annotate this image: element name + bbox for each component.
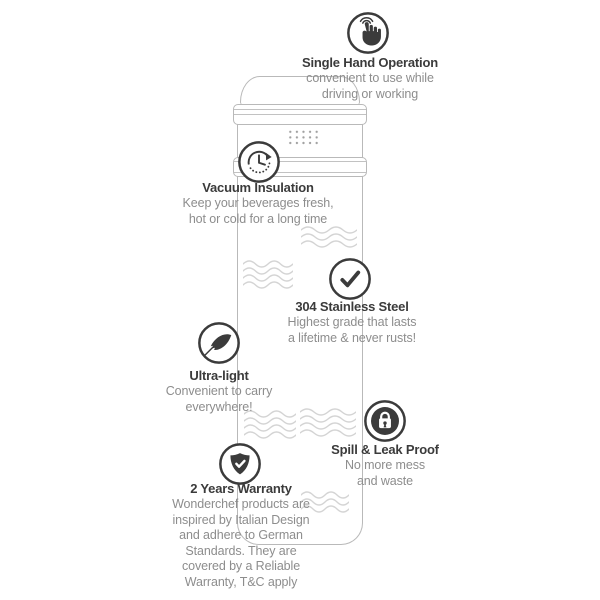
feature-title: Vacuum Insulation [202,180,314,195]
feature-description-line: covered by a Reliable [181,559,301,573]
feature-description-line: Standards. They are [185,543,297,558]
feature-description-line: Keep your beverages fresh, [182,196,334,210]
feature-description-line: everywhere! [185,399,253,414]
feature-title: Ultra-light [189,368,249,383]
feature-description-line: inspired by Italian Design [172,512,310,527]
feature-title: 2 Years Warranty [190,481,292,496]
feature-description-line: a lifetime & never rusts! [287,330,417,345]
feature-description-line: Warranty, T&C apply [184,574,298,589]
duration-clock-icon [236,139,282,185]
feature-description-line: and adhere to German [179,528,303,542]
padlock-icon [362,398,408,444]
feature-description-line: Highest grade that lasts [287,315,417,329]
feature-title: Spill & Leak Proof [331,442,439,457]
steam-waves [301,226,357,248]
feature-description-line: Convenient to carry [165,384,273,398]
feature-title: Single Hand Operation [302,55,438,70]
steam-waves [243,260,293,289]
feature-description-line: and waste [356,473,414,488]
feature-title: 304 Stainless Steel [295,299,409,314]
feature-description-line: driving or working [321,86,419,101]
feature-description-line: No more mess [344,458,426,472]
feature-description-line: Wonderchef products are [172,497,310,511]
bottle-neck-ring [233,104,367,125]
vent-dots [287,129,320,146]
feature-description-line: convenient to use while [306,71,434,85]
checkmark-icon [327,256,373,302]
feather-icon [196,320,242,366]
tap-hand-icon [345,10,391,56]
steam-waves [300,408,356,437]
feature-description-line: hot or cold for a long time [188,211,328,226]
